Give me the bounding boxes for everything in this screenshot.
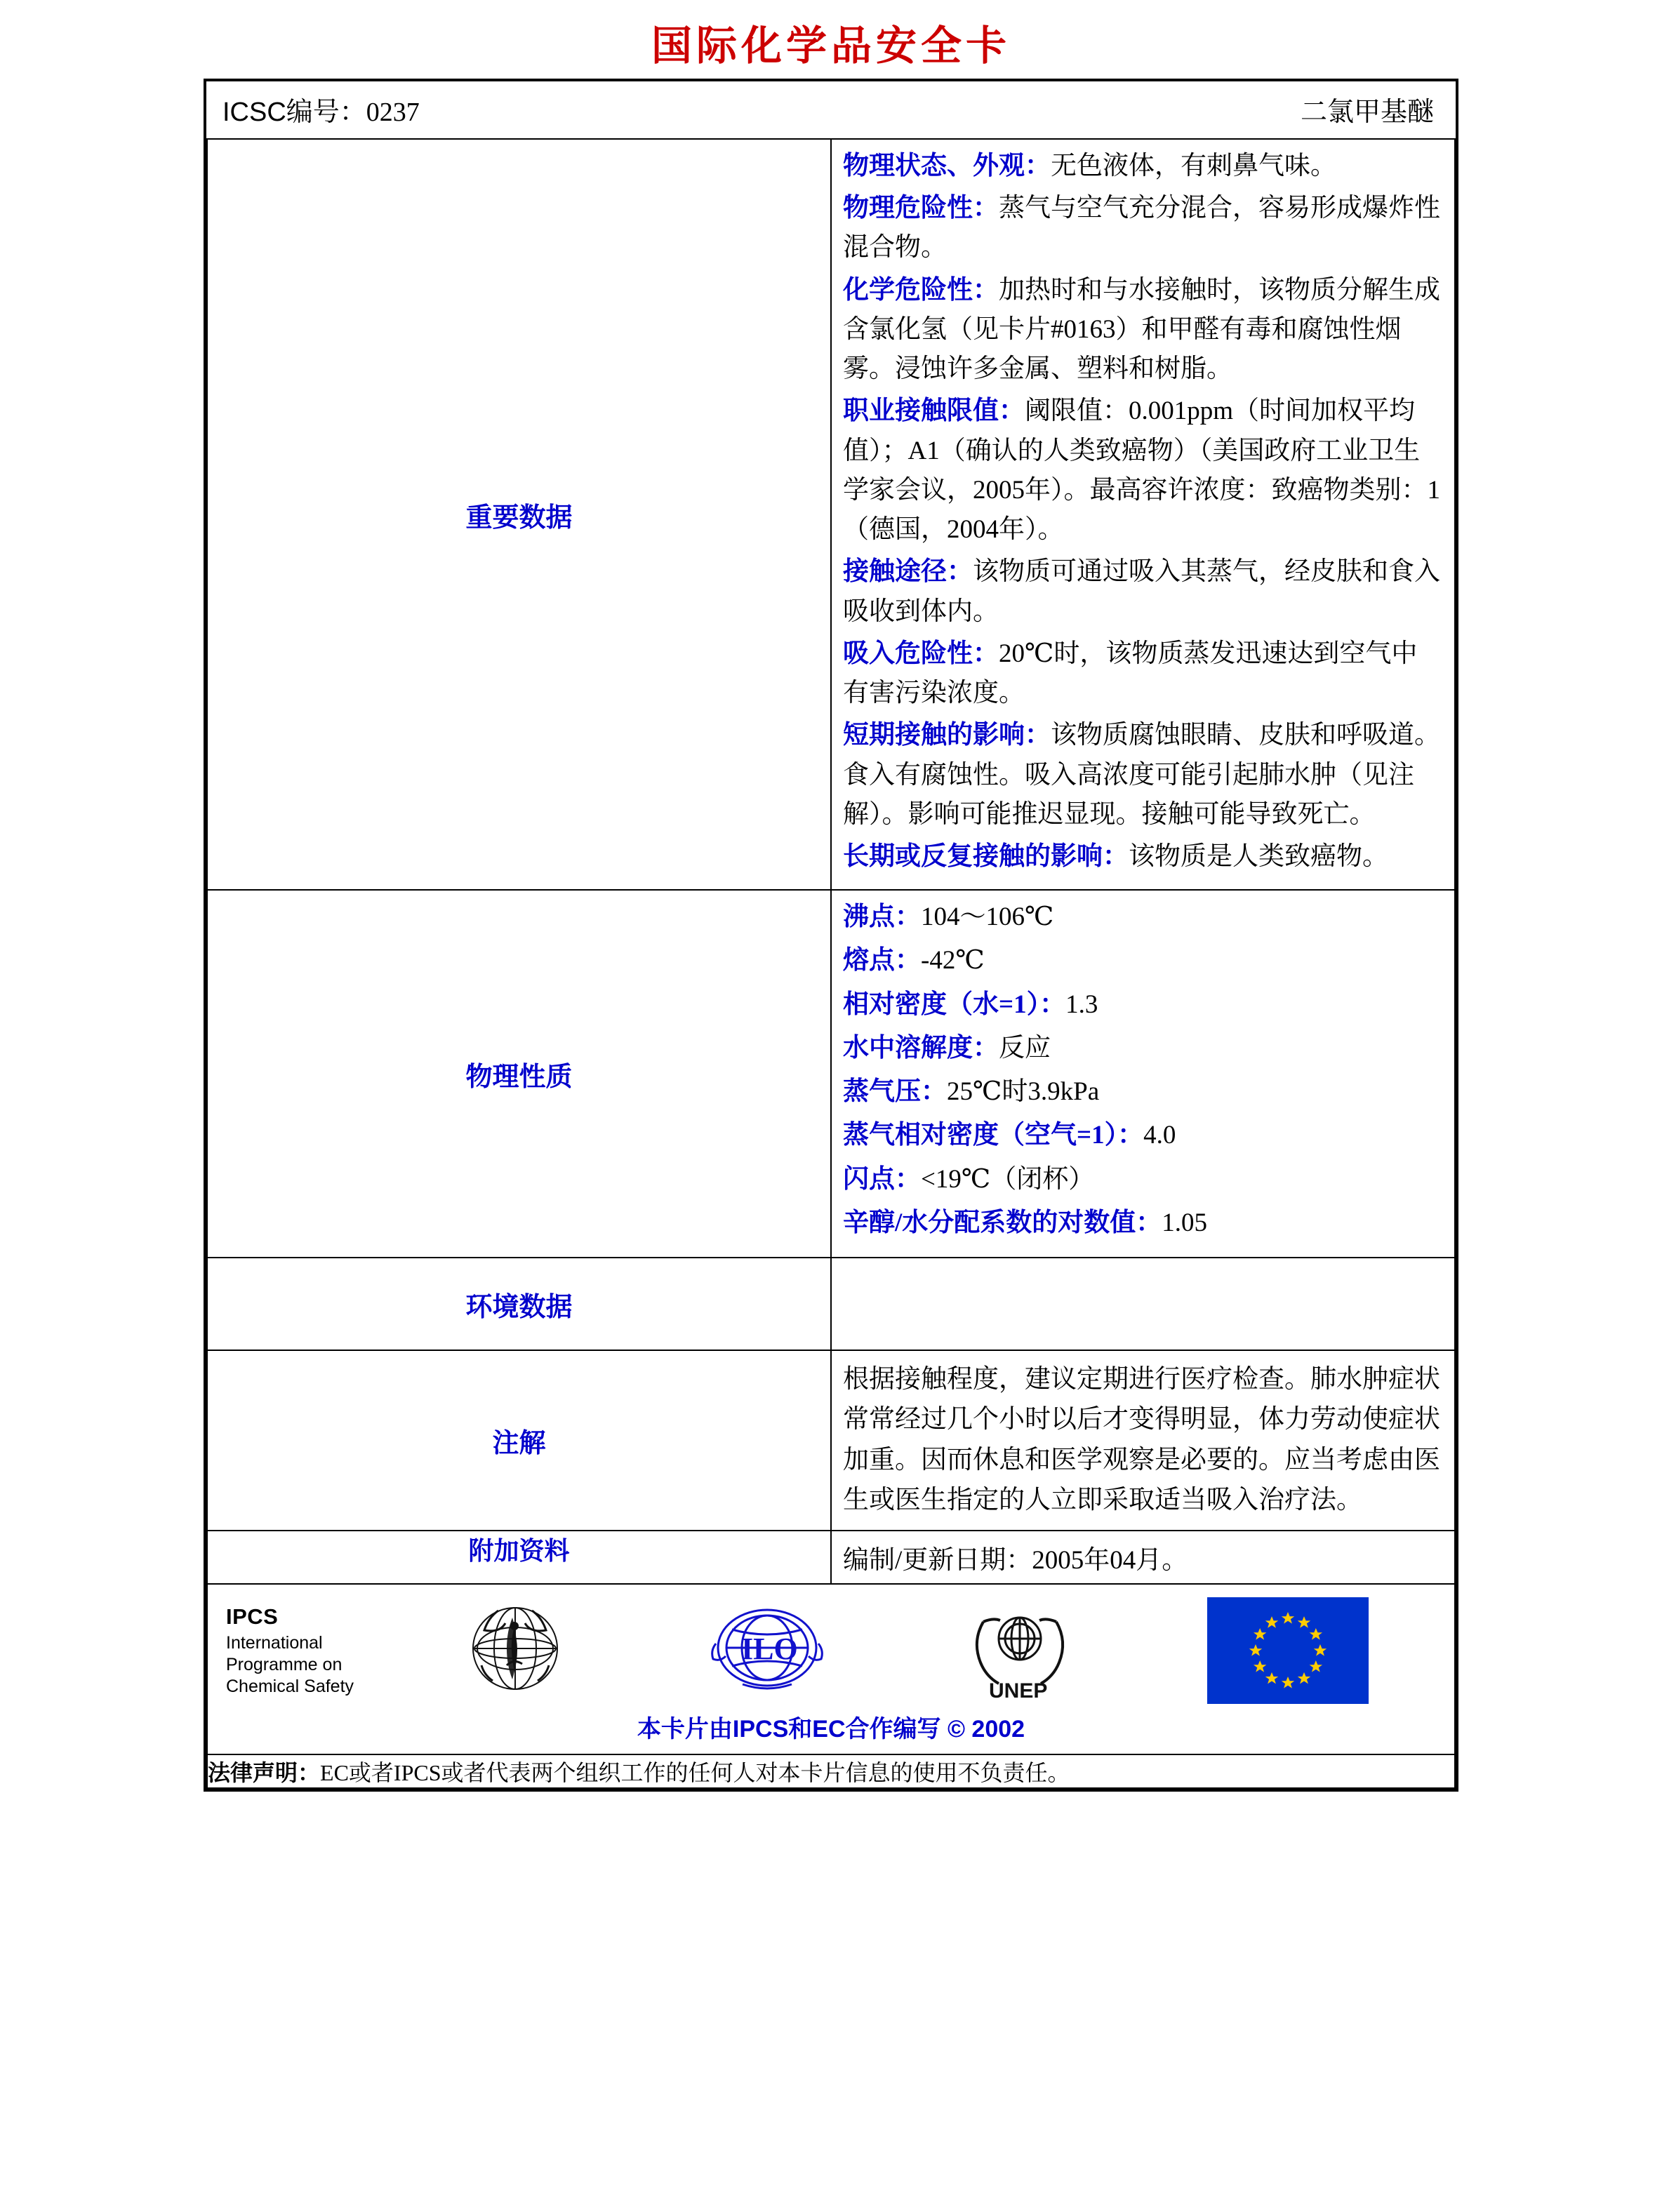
entry-long-term-effects: [843, 837, 1443, 877]
prop-key: 蒸气相对密度（空气=1）：: [843, 1121, 1144, 1150]
icsc-number: 0237: [366, 98, 420, 127]
additional-info-label: 附加资料: [207, 1531, 831, 1584]
card-header-row: [207, 81, 1455, 139]
important-data-label: 重要数据: [207, 139, 831, 890]
entry-key: 职业接触限值：: [843, 397, 1025, 426]
legal-row: [207, 1754, 1455, 1788]
prop-value: 104～106℃: [921, 902, 1054, 932]
entry-value: 无色液体，有刺鼻气味。: [1051, 152, 1336, 180]
svg-text:UNEP: UNEP: [989, 1679, 1048, 1703]
card-header-cell: [207, 81, 1455, 139]
environmental-data-label: 环境数据: [207, 1258, 831, 1350]
prop-key: 水中溶解度：: [843, 1033, 999, 1062]
entry-key: 接触途径：: [843, 557, 973, 587]
logo-items: [401, 1597, 1447, 1704]
footer-credit: 本卡片由IPCS和EC合作编写 © 2002: [637, 1716, 1025, 1743]
prop-vapour-pressure: [843, 1072, 1443, 1112]
entry-key: 物理危险性：: [843, 194, 999, 223]
entry-key: 物理状态、外观：: [843, 152, 1051, 180]
safety-card-table: [206, 81, 1456, 1789]
notes-cell: [831, 1350, 1455, 1531]
additional-info-row: [207, 1531, 1455, 1584]
logos-wrap: [208, 1585, 1454, 1707]
ipcs-line2: Programme on: [226, 1655, 343, 1675]
prop-key: 辛醇/水分配系数的对数值：: [843, 1208, 1162, 1237]
entry-value: 该物质可通过吸入其蒸气，经皮肤和食入吸收到体内。: [843, 557, 1440, 626]
notes-label: 注解: [207, 1350, 831, 1531]
prop-water-solubility: [843, 1029, 1443, 1068]
prop-key: 闪点：: [843, 1164, 921, 1194]
entry-chemical-dangers: [843, 271, 1443, 389]
chemical-name: 二氯甲基醚: [1300, 98, 1434, 127]
important-data-cell: [831, 139, 1455, 890]
ipcs-line1: International: [226, 1632, 323, 1653]
ipcs-line3: Chemical Safety: [226, 1677, 354, 1697]
prop-key: 熔点：: [843, 946, 921, 975]
physical-properties-cell: [831, 890, 1455, 1258]
important-data-row: [207, 139, 1455, 890]
prop-value: 25℃时3.9kPa: [947, 1077, 1100, 1107]
legal-cell: [207, 1754, 1455, 1788]
who-logo: [452, 1598, 578, 1703]
legal-label: 法律声明：: [208, 1760, 321, 1786]
prop-value: 反应: [999, 1033, 1051, 1062]
physical-properties-label: 物理性质: [207, 890, 831, 1258]
entry-value: 该物质腐蚀眼睛、皮肤和呼吸道。食入有腐蚀性。吸入高浓度可能引起肺水肿（见注解）。影响可能推迟显现。接触可能导致死亡。: [843, 721, 1440, 829]
prop-boiling-point: [843, 898, 1443, 937]
footer-logos-row: [207, 1584, 1455, 1754]
ipcs-title: IPCS: [226, 1604, 279, 1630]
entry-key: 短期接触的影响：: [843, 721, 1051, 750]
entry-value: 加热时和与水接触时，该物质分解生成含氯化氢（见卡片#0163）和甲醛有毒和腐蚀性烟雾。浸蚀许多金属、塑料和树脂。: [843, 275, 1440, 384]
eu-flag: [1207, 1597, 1369, 1704]
entry-key: 吸入危险性：: [843, 639, 999, 668]
entry-value: 20℃时，该物质蒸发迅速达到空气中有害污染浓度。: [843, 639, 1418, 708]
prop-value: <19℃（闭杯）: [921, 1164, 1095, 1194]
additional-info-content: 编制/更新日期：2005年04月。: [843, 1546, 1188, 1575]
prop-value: 4.0: [1143, 1121, 1176, 1150]
notes-row: [207, 1350, 1455, 1531]
additional-info-cell: [831, 1531, 1455, 1584]
legal-text: EC或者IPCS或者代表两个组织工作的任何人对本卡片信息的使用不负责任。: [320, 1760, 1070, 1786]
notes-content: 根据接触程度，建议定期进行医疗检查。肺水肿症状常常经过几个小时以后才变得明显，体力劳动使症状加重。因而休息和医学观察是必要的。应当考虑由医生或医生指定的人立即采取适当吸入治疗法。: [843, 1365, 1440, 1515]
physical-properties-content: [832, 891, 1454, 1257]
footer-logos-cell: [207, 1584, 1455, 1754]
entry-key: 化学危险性：: [843, 275, 999, 305]
ipcs-block: [226, 1604, 401, 1698]
svg-text:ILO: ILO: [740, 1632, 798, 1667]
prop-key: 沸点：: [843, 902, 921, 932]
important-data-content: [832, 140, 1454, 889]
entry-value: 该物质是人类致癌物。: [1129, 841, 1388, 871]
prop-key: 相对密度（水=1）：: [843, 990, 1066, 1019]
unep-logo: [955, 1598, 1085, 1703]
prop-value: 1.05: [1162, 1208, 1208, 1237]
prop-octanol-water-coefficient: [843, 1204, 1443, 1243]
entry-key: 长期或反复接触的影响：: [843, 841, 1129, 871]
entry-routes-of-exposure: [843, 552, 1443, 631]
environmental-data-row: [207, 1258, 1455, 1350]
entry-physical-state: [843, 147, 1443, 186]
icsc-number-group: [222, 90, 420, 128]
prop-relative-density: [843, 985, 1443, 1025]
entry-short-term-effects: [843, 716, 1443, 834]
prop-value: -42℃: [921, 946, 985, 975]
prop-flash-point: [843, 1160, 1443, 1199]
entry-inhalation-risk: [843, 634, 1443, 713]
prop-key: 蒸气压：: [843, 1077, 947, 1107]
environmental-data-cell: [831, 1258, 1455, 1350]
entry-occupational-exposure-limits: [843, 392, 1443, 549]
entry-value: 蒸气与空气充分混合，容易形成爆炸性混合物。: [843, 194, 1440, 262]
ilo-logo: [700, 1601, 834, 1700]
entry-physical-dangers: [843, 189, 1443, 267]
page-title: 国际化学品安全卡: [651, 23, 1011, 69]
physical-properties-row: [207, 890, 1455, 1258]
icsc-label: ICSC编号：: [222, 98, 366, 127]
safety-card: [204, 79, 1458, 1792]
prop-relative-vapour-density: [843, 1116, 1443, 1155]
environmental-data-content: [832, 1258, 1454, 1275]
entry-value: 阈限值：0.001ppm（时间加权平均值）；A1（确认的人类致癌物）（美国政府工业卫生学家会议，2005年）。最高容许浓度：致癌物类别：1（德国，2004年）。: [843, 397, 1440, 545]
prop-melting-point: [843, 941, 1443, 980]
prop-value: 1.3: [1065, 990, 1098, 1019]
